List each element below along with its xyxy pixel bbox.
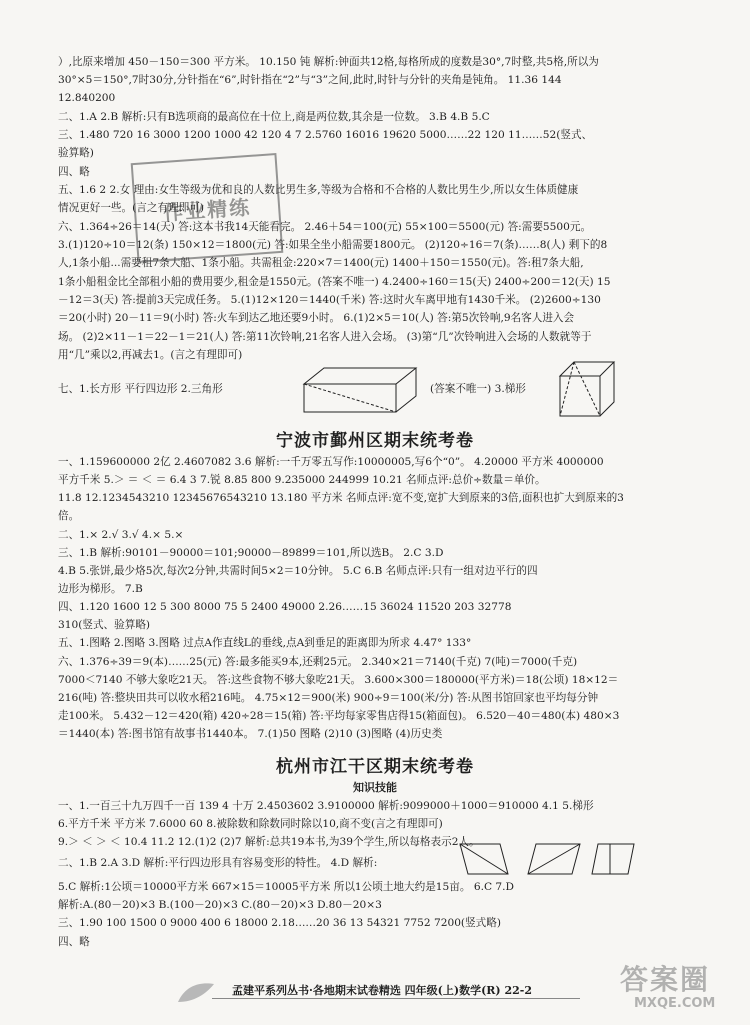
leaf-icon [176, 980, 216, 1006]
text-line: 二、1.B 2.A 3.D 解析:平行四边形具有容易变形的特性。 4.D 解析: [58, 857, 378, 869]
text-line: 情况更好一些。(言之有理即可) [58, 202, 204, 214]
stamp-text: 作业精练 [162, 194, 252, 225]
text-line: 三、1.480 720 16 3000 1200 1000 42 120 4 7 2.5760 16016 19620 5000……22 120 11……52(竖式、 [58, 129, 593, 141]
text-line: 216(吨) 答:整块田共可以收水稻216吨。 4.75×12＝900(米) 900÷9＝100(米/分) 答:从图书馆回家也平均每分钟 [58, 692, 599, 704]
text-line: 六、1.376÷39＝9(本)……25(元) 答:最多能买9本,还剩25元。 2.340×21＝7140(千克) 7(吨)＝7000(千克) [58, 656, 578, 668]
text-line: 四、略 [58, 936, 90, 948]
text-line: 3.(1)120÷10＝12(条) 150×12＝1800(元) 答:如果全坐小船需要1800元。 (2)120÷16＝7(条)……8(人) 剩下的8 [58, 239, 608, 251]
text-line: 11.8 12.1234543210 12345676543210 13.180 平方米 名师点评:宽不变,宽扩大到原来的3倍,面积也扩大到原来的3 [58, 492, 624, 504]
text-line: 6.平方千米 平方米 7.6000 60 8.被除数和除数同时除以10,商不变(言之有理即可) [58, 818, 443, 830]
text-line: ＝20(小时) 20－11＝9(小时) 答:火车到达乙地还要9小时。 6.(1)2×5＝10(人) 答:第5次铃响,9名客人进入会 [58, 312, 575, 324]
figure-label: (答案不唯一) 3.梯形 [430, 383, 526, 395]
text-line: 边形为梯形。 7.B [58, 583, 143, 595]
section-title: 杭州市江干区期末统考卷 [276, 757, 474, 777]
text-line: 9.＞ ＜ ＞ ＜ 10.4 11.2 12.(1)2 (2)7 解析:总共19本书,为39个学生,所以每格表示2人。 [58, 836, 480, 848]
text-line: 7000＜7140 不够大象吃21天。 答:这些食物不够大象吃21天。 3.600×300＝180000(平方米)＝18(公顷) 18×12＝ [58, 674, 619, 686]
section-title: 宁波市鄞州区期末统考卷 [276, 431, 474, 451]
section-subtitle: 知识技能 [353, 781, 397, 794]
cuboid-figure [300, 364, 420, 416]
text-line: 用“几”乘以2,再减去1。(言之有理即可) [58, 349, 243, 361]
text-line: 一、1.159600000 2亿 2.4607082 3.6 解析:一千万零五写作:10000005,写6个“0”。 4.20000 平方米 4000000 [58, 456, 604, 468]
text-line: 验算略) [58, 147, 94, 159]
text-line: 4.B 5.张饼,最少烙5次,每次2分钟,共需时间5×2＝10分钟。 5.C 6.B 名师点评:只有一组对边平行的四 [58, 565, 538, 577]
text-line: 六、1.364÷26＝14(天) 答:这本书我14天能看完。 2.46＋54＝100(元) 55×100＝5500(元) 答:需要5500元。 [58, 221, 592, 233]
stamp [131, 153, 284, 263]
text-line: ）,比原来增加 450－150＝300 平方米。 10.150 钝 解析:钟面共12格,每格所成的度数是30°,7时整,共5格,所以为 [58, 56, 599, 68]
text-line: 310(竖式、验算略) [58, 619, 151, 631]
watermark-text: 答案圈 [620, 963, 711, 996]
text-line: 5.C 解析:1公顷＝10000平方米 667×15＝10005平方米 所以1公顷土地大约是15亩。 6.C 7.D [58, 881, 515, 893]
text-line: 五、1.图略 2.图略 3.图略 过点A作直线L的垂线,点A到垂足的距离即为所求 4.47° 133° [58, 637, 472, 649]
text-line: －12＝3(天) 答:提前3天完成任务。 5.(1)12×120＝1440(千米) 答:这时火车离甲地有1430千米。 (2)2600÷130 [58, 294, 601, 306]
text-line: 四、略 [58, 166, 90, 178]
footer-text: 孟建平系列丛书·各地期末试卷精选 四年级(上)数学(R) 22-2 [232, 984, 532, 997]
text-line: 三、1.90 100 1500 0 9000 400 6 18000 2.18……20 36 13 54321 7752 7200(竖式略) [58, 917, 501, 929]
cube-figure [558, 360, 616, 420]
watermark-url: MXQE.COM [634, 996, 716, 1011]
text-line: 1条小船租金比全部租小船的费用要少,租金是1550元。(答案不唯一) 4.2400÷160＝15(天) 2400÷200＝12(天) 15 [58, 276, 611, 288]
figure-label: 七、1.长方形 平行四边形 2.三角形 [58, 383, 223, 395]
text-line: 五、1.6 2 2.女 理由:女生等级为优和良的人数比男生多,等级为合格和不合格的人数比男生少,所以女生体质健康 [58, 184, 579, 196]
text-line: 人,1条小船...需要租7条大船、1条小船。共需租金:220×7＝1400(元) 1400＋150＝1550(元)。答:租7条大船, [58, 257, 584, 269]
text-line: 一、1.一百三十九万四千一百 139 4 十万 2.4503602 3.9100000 解析:9099000＋1000＝910000 4.1 5.梯形 [58, 800, 594, 812]
text-line: 12.840200 [58, 92, 116, 104]
parallelogram-figures [458, 842, 638, 876]
text-line: 解析:A.(80－20)×3 B.(100－20)×3 C.(80－20)×3 D.80－20×3 [58, 899, 382, 911]
text-line: 倍。 [58, 510, 80, 522]
text-line: ＝1440(本) 答:图书馆有故事书1440本。 7.(1)50 图略 (2)10 (3)图略 (4)历史类 [58, 728, 443, 740]
text-line: 30°×5＝150°,7时30分,分针指在“6”,时针指在“2”与“3”之间,此时,时针与分针的夹角是钝角。 11.36 144 [58, 74, 562, 86]
text-line: 场。 (2)2×11－1＝22－1＝21(人) 答:第11次铃响,21名客人进入会场。 (3)第“几”次铃响进入会场的人数就等于 [58, 331, 592, 343]
text-line: 平方千米 5.＞ ＝ ＜ ＝ 6.4 3 7.锐 8.85 800 9.235000 244999 10.21 名师点评:总价÷数量＝单价。 [58, 474, 546, 486]
text-line: 走100米。 5.432－12＝420(箱) 420÷28＝15(箱) 答:平均每家零售店得15(箱面包)。 6.520－40＝480(本) 480×3 [58, 710, 620, 722]
text-line: 二、1.A 2.B 解析:只有B选项商的最高位在十位上,商是两位数,其余是一位数。 3.B 4.B 5.C [58, 111, 490, 123]
text-line: 二、1.× 2.√ 3.√ 4.× 5.× [58, 529, 184, 541]
text-line: 三、1.B 解析:90101－90000＝101;90000－89899＝101,所以选B。 2.C 3.D [58, 547, 444, 559]
text-line: 四、1.120 1600 12 5 300 8000 75 5 2400 49000 2.26……15 36024 11520 203 32778 [58, 601, 512, 613]
footer-rule [212, 998, 580, 999]
watermark-logo [616, 958, 746, 1024]
figure-row [58, 360, 618, 420]
